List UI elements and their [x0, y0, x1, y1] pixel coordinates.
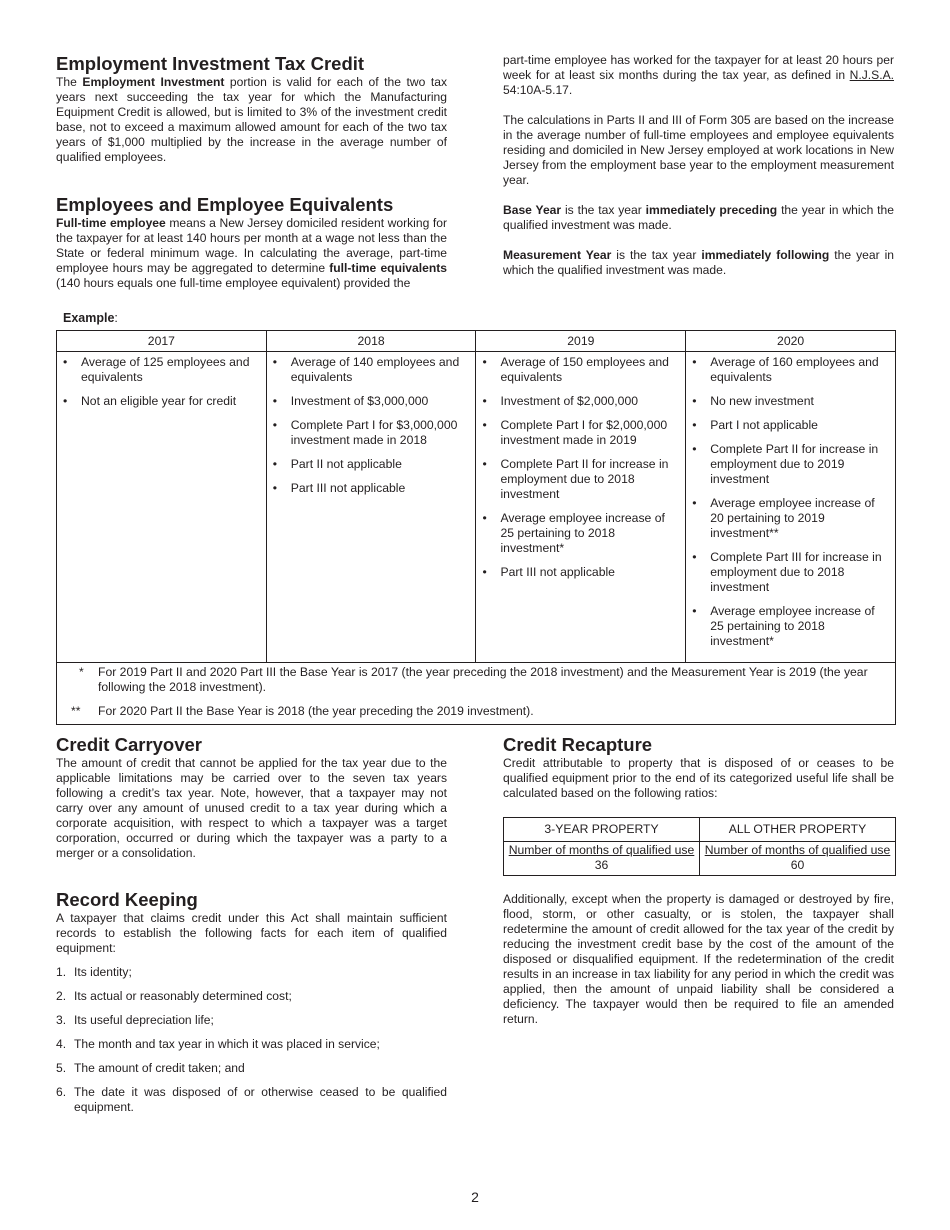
bold-term: Base Year: [503, 203, 562, 217]
text-run: 54:10A-5.17.: [503, 83, 573, 97]
example-bullet: • Average of 160 employees and equivalents: [692, 355, 887, 385]
record-keeping-list: [56, 965, 447, 1115]
footnote-mark: *: [79, 665, 84, 679]
example-bullet: • Average employee increase of 20 pertaining to 2019 investment**: [692, 496, 887, 541]
list-text: Its useful depreciation life;: [74, 1013, 214, 1027]
bold-term: full-time equivalents: [329, 261, 447, 275]
example-bullet: • Investment of $2,000,000: [482, 394, 677, 409]
list-text: Its actual or reasonably determined cost;: [74, 989, 292, 1003]
example-bullet: • Average of 150 employees and equivalents: [482, 355, 677, 385]
record-keeping-heading: Record Keeping: [56, 889, 198, 910]
three-year-property-header: 3-YEAR PROPERTY: [504, 818, 700, 842]
example-bullet: • Complete Part III for increase in employment due to 2018 investment: [692, 550, 887, 595]
year-header: 2020: [686, 331, 896, 352]
example-bullet: • No new investment: [692, 394, 887, 409]
text-run: the year in which the qualified investment was made.: [503, 248, 894, 277]
employees-heading: Employees and Employee Equivalents: [56, 194, 394, 215]
list-item: [56, 1061, 447, 1076]
footnote-text: For 2019 Part II and 2020 Part III the Base Year is 2017 (the year preceding the 2018 investment) and the Measurement Year is 2019 (the year following the 2018 investment).: [98, 665, 868, 694]
example-footnote-row: [57, 663, 896, 725]
list-number: 4.: [56, 1037, 67, 1051]
recapture-header-row: [504, 818, 896, 842]
base-year-paragraph: [503, 203, 894, 233]
example-bullet: • Complete Part I for $3,000,000 investment made in 2018: [273, 418, 468, 448]
employees-paragraph: [56, 216, 447, 291]
example-label: [63, 311, 118, 325]
three-year-ratio: [504, 842, 700, 876]
example-bullet: • Investment of $3,000,000: [273, 394, 468, 409]
all-other-property-header: ALL OTHER PROPERTY: [700, 818, 896, 842]
example-bullet: • Complete Part II for increase in employment due to 2019 investment: [692, 442, 887, 487]
right-column-bottom: [503, 735, 894, 801]
text-run: part-time employee has worked for the taxpayer for at least 20 hours per week for at least six months during the tax year, as defined in: [503, 53, 894, 82]
example-bullet: • Average of 140 employees and equivalents: [273, 355, 468, 385]
list-number: 1.: [56, 965, 67, 979]
left-column-bottom: [56, 735, 447, 1124]
example-bullet: • Part I not applicable: [692, 418, 887, 433]
recapture-after-block: [503, 892, 894, 1027]
example-label-colon: :: [114, 311, 118, 325]
recapture-ratio-table: [503, 817, 896, 876]
credit-carryover-paragraph: The amount of credit that cannot be applied for the tax year due to the applicable limitations may be carried over to the seven tax years following a credit’s tax year. Note, however, that a taxpayer may not carry over any amount of unused credit to a tax year during which a corporate acquisition, with respect to which a taxpayer was a target corporation, occurred or during which the taxpayer was a party to a merger or a consolidation.: [56, 756, 447, 860]
year-header: 2018: [266, 331, 476, 352]
list-item: [56, 1013, 447, 1028]
year-column-2019: [476, 352, 686, 663]
example-bullet: • Part III not applicable: [273, 481, 468, 496]
statute-link[interactable]: N.J.S.A.: [849, 68, 894, 82]
list-number: 2.: [56, 989, 67, 1003]
example-body-row: [57, 352, 896, 663]
list-number: 3.: [56, 1013, 67, 1027]
record-keeping-intro: A taxpayer that claims credit under this Act shall maintain sufficient records to establish the following facts for each item of qualified equipment:: [56, 911, 447, 955]
credit-carryover-heading: Credit Carryover: [56, 734, 203, 755]
ratio-denominator: 60: [790, 858, 805, 872]
list-text: The amount of credit taken; and: [74, 1061, 245, 1075]
list-item: [56, 989, 447, 1004]
ratio-denominator: 36: [594, 858, 609, 872]
part-time-continuation: [503, 53, 894, 98]
example-footnotes: [57, 663, 896, 725]
employment-investment-paragraph: [56, 75, 447, 165]
year-column-2018: [266, 352, 476, 663]
bold-term: Measurement Year: [503, 248, 612, 262]
list-item: [56, 1037, 447, 1052]
text-run: the year in which the qualified investment was made.: [503, 203, 894, 232]
example-bullet: • Complete Part I for $2,000,000 investment made in 2019: [482, 418, 677, 448]
credit-recapture-intro: Credit attributable to property that is disposed of or ceases to be qualified equipment prior to the end of its categorized useful life shall be calculated based on the following ratios:: [503, 756, 894, 800]
page-number: 2: [471, 1189, 479, 1205]
right-column-top: [503, 53, 894, 278]
example-header-row: [57, 331, 896, 352]
list-number: 6.: [56, 1085, 67, 1099]
ratio-numerator: Number of months of qualified use: [508, 843, 695, 857]
example-bullet: • Not an eligible year for credit: [63, 394, 258, 409]
year-column-2017: [57, 352, 267, 663]
ratio-numerator: Number of months of qualified use: [704, 843, 891, 857]
bold-term: Employment Investment: [82, 75, 225, 89]
footnote: [71, 704, 885, 719]
example-bullet: • Average employee increase of 25 pertaining to 2018 investment*: [482, 511, 677, 556]
year-column-2020: [686, 352, 896, 663]
text-run: The: [56, 75, 83, 89]
recapture-additional-paragraph: Additionally, except when the property is damaged or destroyed by fire, flood, storm, or other casualty, or is stolen, the taxpayer shall redetermine the amount of credit allowed for the tax year of the credit by reducing the investment credit base by the cost of the amount of the disposed or disqualified equipment. If the redetermination of the credit results in an increase in tax liability for any period in which the credit was applied, then the amount of unpaid liability shall be considered a deficiency. The taxpayer would then be required to file an amended return.: [503, 892, 894, 1026]
all-other-ratio: [700, 842, 896, 876]
example-bullet: • Average employee increase of 25 pertaining to 2018 investment*: [692, 604, 887, 649]
example-bullet: • Complete Part II for increase in employment due to 2018 investment: [482, 457, 677, 502]
text-run: portion is valid for each of the two tax years next succeeding the tax year for which the Manufacturing Equipment Credit is allowed, but is limited to 3% of the investment credit base, not to exceed a maximum allowed amount for each of the two tax years of $1,000 multiplied by the increase in the average number of qualified employees.: [56, 75, 448, 164]
list-text: Its identity;: [74, 965, 132, 979]
year-header: 2019: [476, 331, 686, 352]
bold-term: immediately following: [701, 248, 830, 262]
text-run: is the tax year: [611, 248, 702, 262]
text-run: (140 hours equals one full-time employee equivalent) provided the: [56, 276, 411, 290]
credit-recapture-heading: Credit Recapture: [503, 734, 653, 755]
list-text: The month and tax year in which it was placed in service;: [74, 1037, 380, 1051]
list-item: [56, 1085, 447, 1115]
employment-investment-heading: Employment Investment Tax Credit: [56, 53, 365, 74]
footnote-text: For 2020 Part II the Base Year is 2018 (the year preceding the 2019 investment).: [98, 704, 534, 718]
footnote-mark: **: [71, 704, 81, 718]
text-run: means a New Jersey domiciled resident working for the taxpayer for at least 140 hours per month at a wage not less than the State or federal minimum wage. In calculating the average, part-time employee hours may be aggregated to determine: [56, 216, 447, 275]
year-header: 2017: [57, 331, 267, 352]
text-run: is the tax year: [561, 203, 646, 217]
calculation-paragraph: The calculations in Parts II and III of Form 305 are based on the increase in the average number of full-time employees and employee equivalents residing and domiciled in New Jersey employed at work locations in New Jersey from the employment base year to the employment measurement year.: [503, 113, 894, 187]
measurement-year-paragraph: [503, 248, 894, 278]
example-table: [56, 330, 896, 725]
list-text: The date it was disposed of or otherwise ceased to be qualified equipment.: [74, 1085, 447, 1114]
example-bullet: • Part III not applicable: [482, 565, 677, 580]
list-item: [56, 965, 447, 980]
list-number: 5.: [56, 1061, 67, 1075]
bold-term: immediately preceding: [645, 203, 778, 217]
example-bullet: • Part II not applicable: [273, 457, 468, 472]
recapture-ratio-row: [504, 842, 896, 876]
footnote: [79, 665, 885, 695]
example-label-text: Example: [63, 311, 115, 325]
example-bullet: • Average of 125 employees and equivalents: [63, 355, 258, 385]
left-column-top: [56, 54, 447, 291]
bold-term: Full-time employee: [56, 216, 166, 230]
